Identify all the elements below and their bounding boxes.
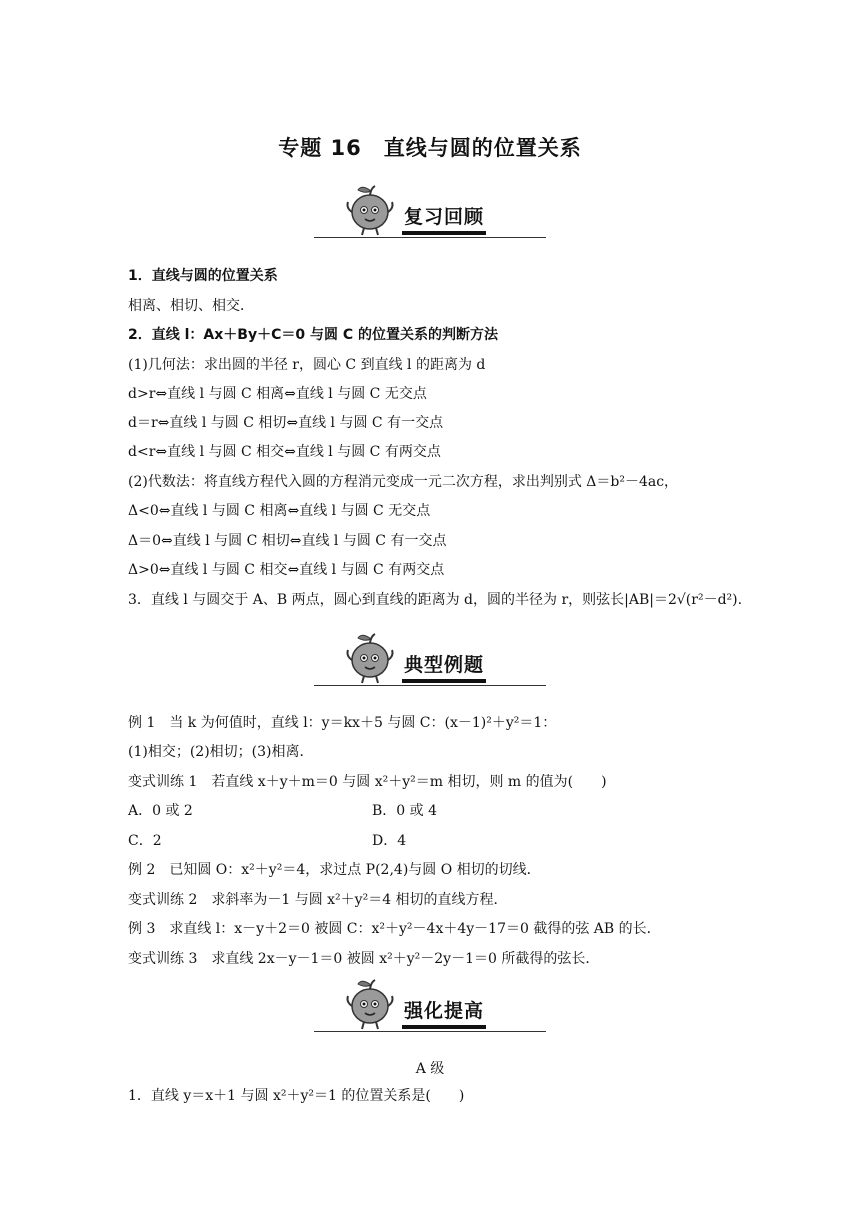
option-c: C．2 bbox=[128, 833, 162, 849]
option-a: A．0 或 2 bbox=[128, 803, 193, 819]
section-rule bbox=[314, 1031, 546, 1032]
example-line: (1)相交；(2)相切；(3)相离． bbox=[128, 744, 314, 760]
review-line: d<r⇔直线 l 与圆 C 相交⇔直线 l 与圆 C 有两交点 bbox=[128, 444, 441, 460]
section-rule bbox=[314, 237, 546, 238]
apple-mascot-icon bbox=[340, 972, 400, 1032]
section-rule bbox=[314, 685, 546, 686]
example-line: 变式训练 2 求斜率为－1 与圆 x²＋y²＝4 相切的直线方程． bbox=[128, 892, 508, 908]
page-title: 专题 16 直线与圆的位置关系 bbox=[278, 136, 582, 160]
example-line: 例 1 当 k 为何值时，直线 l：y＝kx＋5 与圆 C：(x－1)²＋y²＝1： bbox=[128, 715, 557, 731]
review-line: 相离、相切、相交． bbox=[128, 298, 254, 314]
review-line: 2．直线 l：Ax＋By＋C＝0 与圆 C 的位置关系的判断方法 bbox=[128, 327, 498, 343]
apple-mascot-icon bbox=[340, 626, 400, 686]
review-line: (2)代数法：将直线方程代入圆的方程消元变成一元二次方程，求出判别式 Δ＝b²－4ac， bbox=[128, 474, 679, 490]
section-header-practice bbox=[314, 972, 546, 1032]
review-line: d＝r⇔直线 l 与圆 C 相切⇔直线 l 与圆 C 有一交点 bbox=[128, 415, 444, 431]
example-line: 变式训练 1 若直线 x＋y＋m＝0 与圆 x²＋y²＝m 相切，则 m 的值为( ) bbox=[128, 774, 607, 790]
section-title: 复习回顾 bbox=[402, 202, 486, 235]
option-d: D．4 bbox=[372, 833, 407, 849]
review-line: (1)几何法：求出圆的半径 r，圆心 C 到直线 l 的距离为 d bbox=[128, 357, 486, 373]
section-header-examples bbox=[314, 626, 546, 686]
option-b: B．0 或 4 bbox=[372, 803, 438, 819]
question-1: 1．直线 y＝x＋1 与圆 x²＋y²＝1 的位置关系是( ) bbox=[128, 1088, 465, 1104]
review-line: Δ＝0⇔直线 l 与圆 C 相切⇔直线 l 与圆 C 有一交点 bbox=[128, 533, 447, 549]
section-header-review bbox=[314, 178, 546, 238]
example-line: 例 2 已知圆 O：x²＋y²＝4，求过点 P(2,4)与圆 O 相切的切线． bbox=[128, 862, 541, 878]
example-line: 变式训练 3 求直线 2x－y－1＝0 被圆 x²＋y²－2y－1＝0 所截得的弦长． bbox=[128, 951, 600, 967]
review-line: Δ<0⇔直线 l 与圆 C 相离⇔直线 l 与圆 C 无交点 bbox=[128, 503, 431, 519]
level-heading: A 级 bbox=[415, 1061, 445, 1077]
review-line: 1．直线与圆的位置关系 bbox=[128, 268, 278, 284]
review-line: Δ>0⇔直线 l 与圆 C 相交⇔直线 l 与圆 C 有两交点 bbox=[128, 562, 445, 578]
example-line: 例 3 求直线 l：x－y＋2＝0 被圆 C：x²＋y²－4x＋4y－17＝0 截得的弦 AB 的长． bbox=[128, 921, 661, 937]
section-title: 强化提高 bbox=[402, 996, 486, 1029]
review-line: d>r⇔直线 l 与圆 C 相离⇔直线 l 与圆 C 无交点 bbox=[128, 386, 427, 402]
apple-mascot-icon bbox=[340, 178, 400, 238]
section-title: 典型例题 bbox=[402, 650, 486, 683]
review-line: 3．直线 l 与圆交于 A、B 两点，圆心到直线的距离为 d，圆的半径为 r，则弦长|AB|＝2√(r²－d²). bbox=[128, 592, 743, 608]
